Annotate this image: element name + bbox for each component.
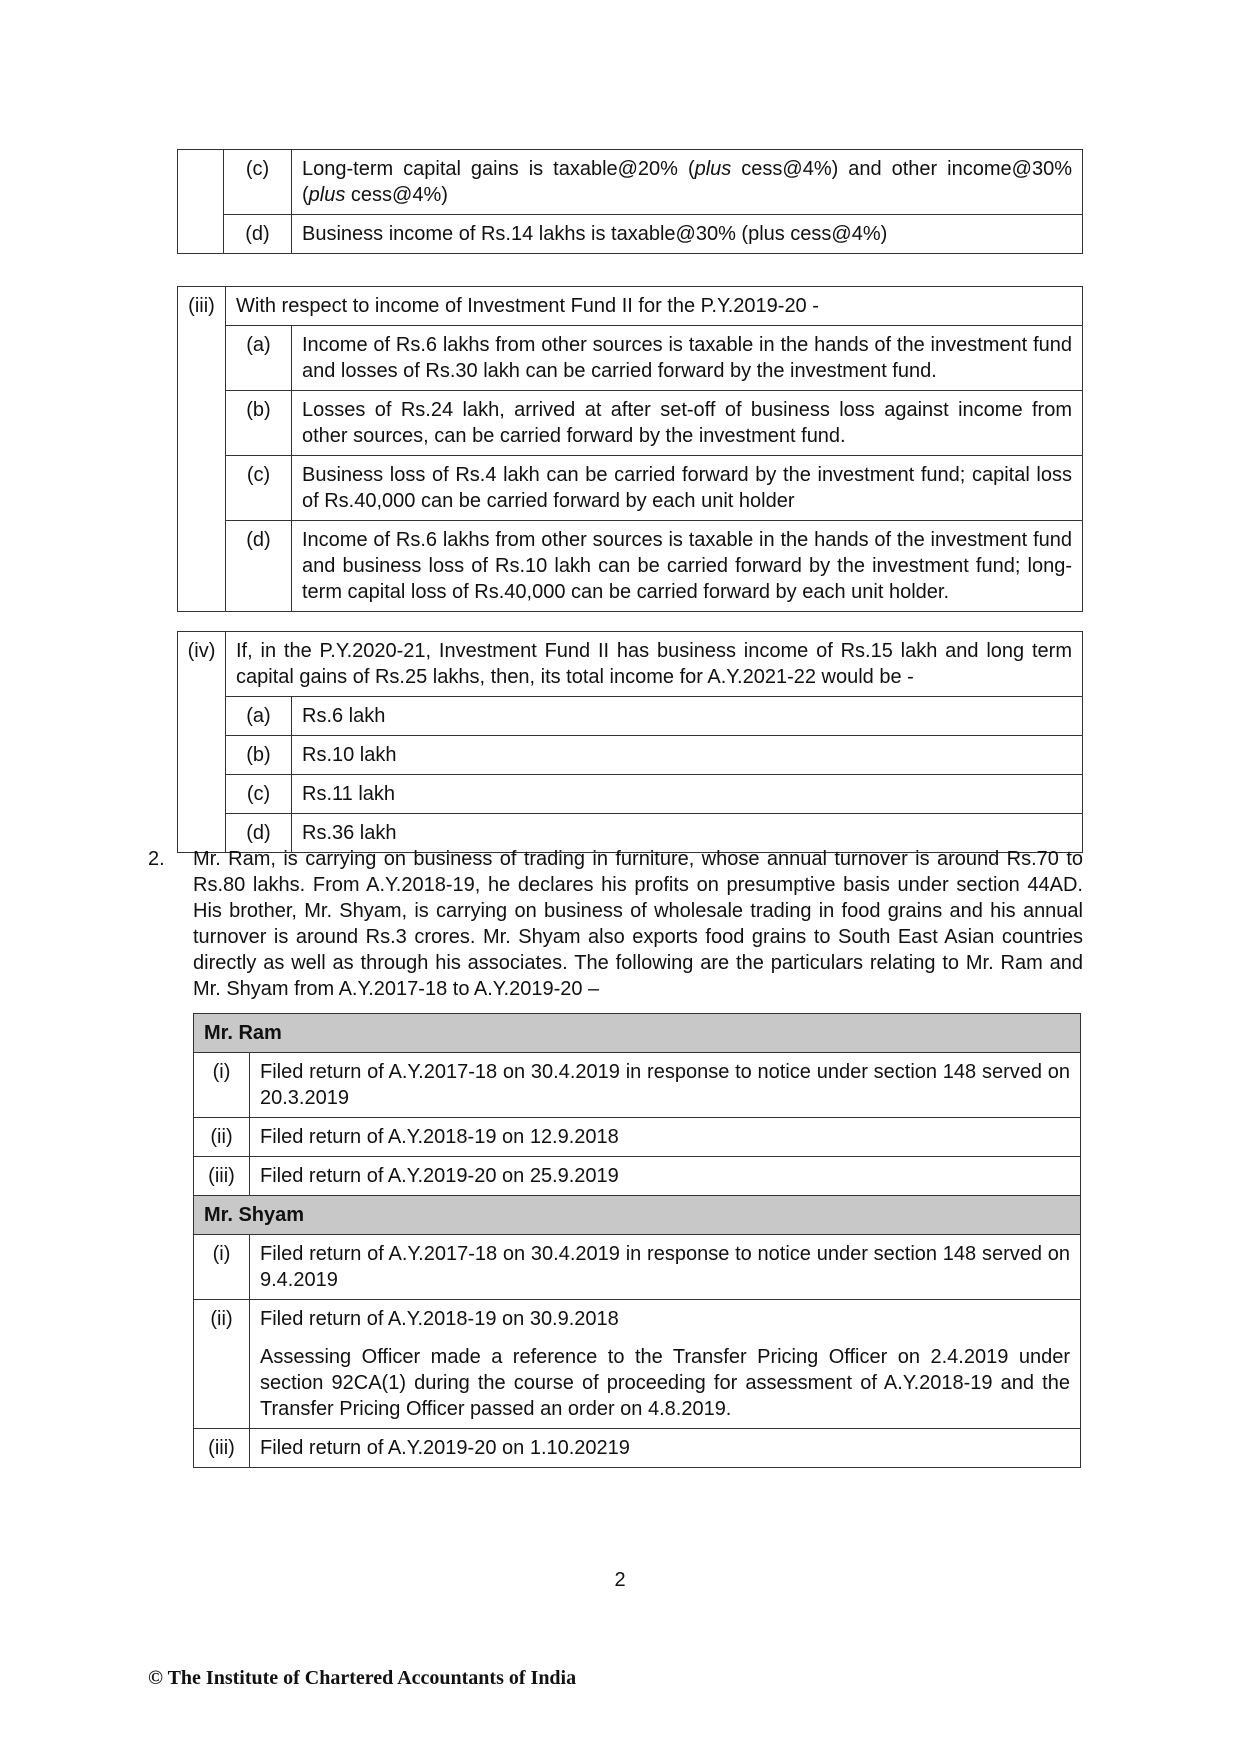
option-row <box>178 150 1083 215</box>
blank-cell <box>178 697 226 853</box>
option-text: Long-term capital gains is taxable@20% (plus cess@4%) and other income@30% (plus cess@4%) <box>292 150 1083 215</box>
row-label: (iii) <box>194 1429 250 1468</box>
option-row <box>178 697 1083 736</box>
option-text: Income of Rs.6 lakhs from other sources is taxable in the hands of the investment fund and losses of Rs.30 lakh can be carried forward by the investment fund. <box>292 326 1083 391</box>
option-text: Rs.11 lakh <box>292 775 1083 814</box>
question-row <box>178 287 1083 326</box>
blank-cell <box>178 150 224 254</box>
option-label: (d) <box>226 814 292 853</box>
question-2-text: Mr. Ram, is carrying on business of trading in furniture, whose annual turnover is around Rs.70 to Rs.80 lakhs. From A.Y.2018-19, he declares his profits on presumptive basis under section 44AD. His brother, Mr. Shyam, is carrying on business of wholesale trading in food grains and his annual turnover is around Rs.3 crores. Mr. Shyam also exports food grains to South East Asian countries directly as well as through his associates. The following are the particulars relating to Mr. Ram and Mr. Shyam from A.Y.2017-18 to A.Y.2019-20 – <box>193 848 1083 1000</box>
row-text-line: Filed return of A.Y.2018-19 on 30.9.2018 <box>260 1308 619 1330</box>
option-text: Business loss of Rs.4 lakh can be carried forward by the investment fund; capital loss of Rs.40,000 can be carried forward by each unit holder <box>292 456 1083 521</box>
table-row <box>194 1118 1081 1157</box>
row-text: Filed return of A.Y.2018-19 on 12.9.2018 <box>250 1118 1081 1157</box>
row-text: Filed return of A.Y.2019-20 on 25.9.2019 <box>250 1157 1081 1196</box>
option-label: (b) <box>226 736 292 775</box>
question-row <box>178 632 1083 697</box>
option-label: (b) <box>226 391 292 456</box>
table-row <box>194 1300 1081 1429</box>
q-iii-table <box>177 286 1083 612</box>
particulars-table <box>193 1013 1081 1468</box>
ram-heading: Mr. Ram <box>194 1014 1081 1053</box>
table-row <box>194 1053 1081 1118</box>
option-label: (d) <box>224 215 292 254</box>
section-heading-row <box>194 1014 1081 1053</box>
option-text: Rs.10 lakh <box>292 736 1083 775</box>
row-label: (ii) <box>194 1300 250 1429</box>
row-label: (iii) <box>194 1157 250 1196</box>
footer-copyright: © The Institute of Chartered Accountants of India <box>148 1667 577 1689</box>
table-row <box>194 1157 1081 1196</box>
option-text: Business income of Rs.14 lakhs is taxable@30% (plus cess@4%) <box>292 215 1083 254</box>
table-row <box>194 1429 1081 1468</box>
option-label: (a) <box>226 697 292 736</box>
option-label: (c) <box>226 456 292 521</box>
blank-cell <box>178 326 226 612</box>
option-text: Losses of Rs.24 lakh, arrived at after set-off of business loss against income from other sources, can be carried forward by the investment fund. <box>292 391 1083 456</box>
option-row <box>178 326 1083 391</box>
row-text: Filed return of A.Y.2017-18 on 30.4.2019 in response to notice under section 148 served on 20.3.2019 <box>250 1053 1081 1118</box>
option-row <box>178 736 1083 775</box>
page-number: 2 <box>614 1569 626 1591</box>
option-label: (c) <box>224 150 292 215</box>
option-text: Rs.36 lakh <box>292 814 1083 853</box>
option-row <box>178 391 1083 456</box>
question-text: With respect to income of Investment Fund II for the P.Y.2019-20 - <box>226 287 1083 326</box>
row-text: Filed return of A.Y.2017-18 on 30.4.2019 in response to notice under section 148 served on 9.4.2019 <box>250 1235 1081 1300</box>
option-row <box>178 775 1083 814</box>
option-label: (d) <box>226 521 292 612</box>
option-row <box>178 215 1083 254</box>
row-text-line: Assessing Officer made a reference to the Transfer Pricing Officer on 2.4.2019 under section 92CA(1) during the course of proceeding for assessment of A.Y.2018-19 and the Transfer Pricing Officer passed an order on 4.8.2019. <box>260 1346 1070 1420</box>
table-row <box>194 1235 1081 1300</box>
option-text: Income of Rs.6 lakhs from other sources is taxable in the hands of the investment fund and business loss of Rs.10 lakh can be carried forward by the investment fund; long-term capital loss of Rs.40,000 can be carried forward by each unit holder. <box>292 521 1083 612</box>
row-text <box>250 1300 1081 1429</box>
question-number: (iv) <box>178 632 226 697</box>
row-label: (i) <box>194 1235 250 1300</box>
row-label: (i) <box>194 1053 250 1118</box>
option-row <box>178 456 1083 521</box>
q-iv-table <box>177 631 1083 853</box>
row-text: Filed return of A.Y.2019-20 on 1.10.20219 <box>250 1429 1081 1468</box>
row-label: (ii) <box>194 1118 250 1157</box>
question-2-number: 2. <box>148 848 165 870</box>
question-text: If, in the P.Y.2020-21, Investment Fund II has business income of Rs.15 lakh and long term capital gains of Rs.25 lakhs, then, its total income for A.Y.2021-22 would be - <box>226 632 1083 697</box>
shyam-heading: Mr. Shyam <box>194 1196 1081 1235</box>
question-number: (iii) <box>178 287 226 326</box>
section-heading-row <box>194 1196 1081 1235</box>
option-row <box>178 521 1083 612</box>
q-ii-continued-table <box>177 149 1083 254</box>
option-text: Rs.6 lakh <box>292 697 1083 736</box>
option-label: (a) <box>226 326 292 391</box>
option-label: (c) <box>226 775 292 814</box>
